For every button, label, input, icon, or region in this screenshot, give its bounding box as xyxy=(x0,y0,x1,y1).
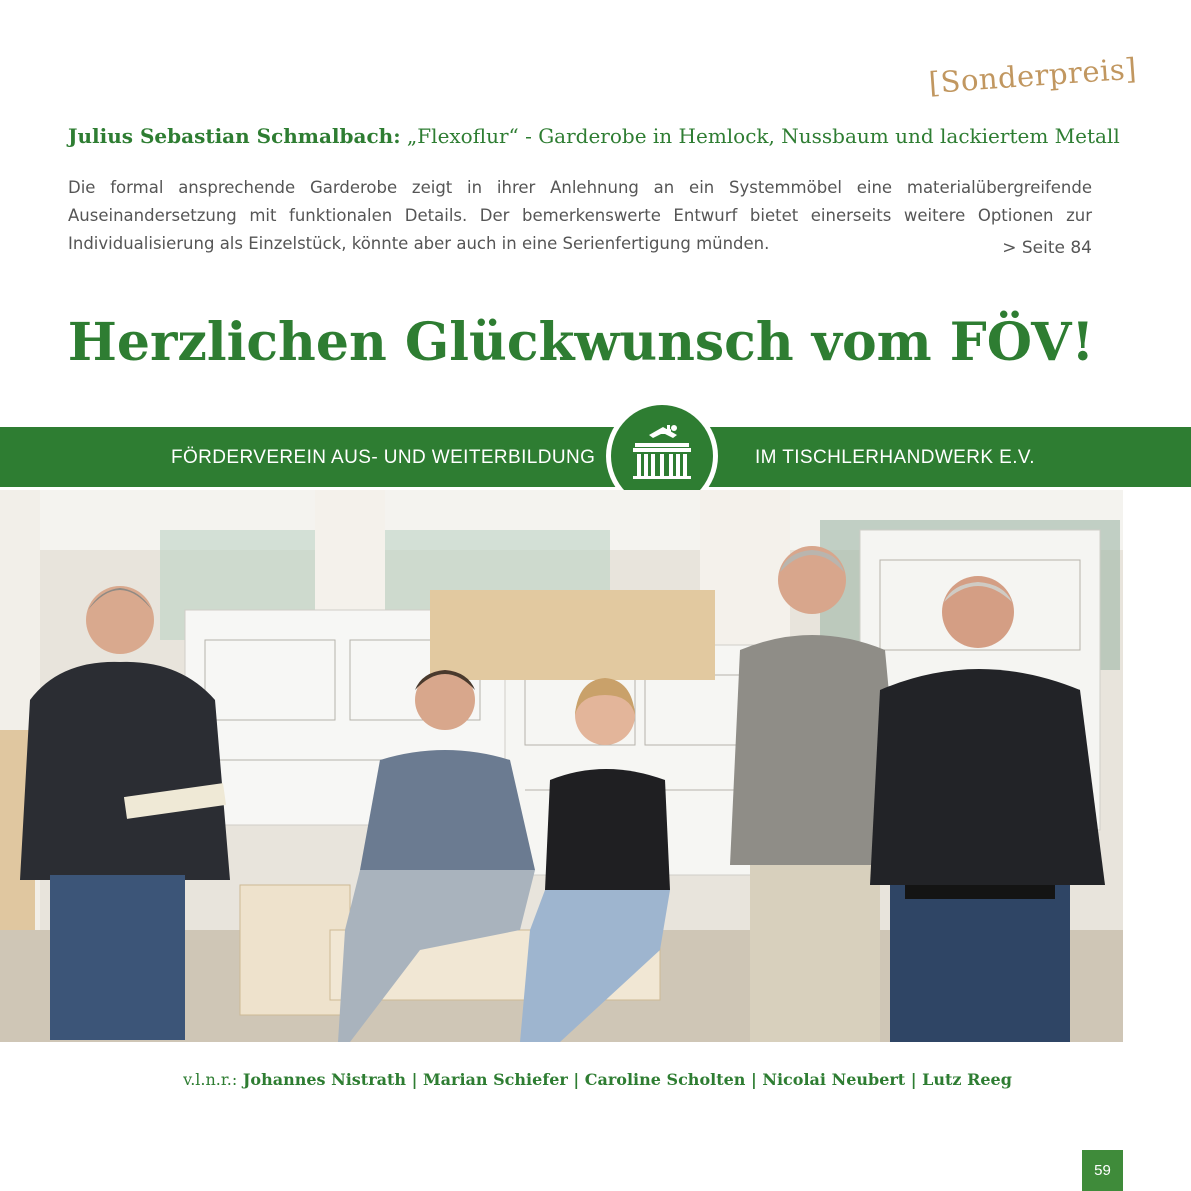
banner-right-text: IM TISCHLERHANDWERK E.V. xyxy=(755,447,1035,468)
caption-label: v.l.n.r.: xyxy=(183,1070,238,1089)
page-reference-link[interactable]: > Seite 84 xyxy=(1002,238,1092,258)
article-body: Die formal ansprechende Garderobe zeigt in ihrer Anlehnung an ein Systemmöbel eine materialübergreifende Auseinandersetzung mit funktionalen Details. Der bemerkenswerte Entwurf bietet einerseits weitere Optionen zur Individualisierung als Einzelstück, könnte aber auch in eine Serienfertigung münden. xyxy=(68,178,1092,253)
article-title: „Flexoflur“ - Garderobe in Hemlock, Nussbaum und lackiertem Metall xyxy=(400,124,1120,148)
page-number: 59 xyxy=(1082,1150,1123,1191)
photo-caption xyxy=(0,1070,1191,1089)
congratulations-headline: Herzlichen Glückwunsch vom FÖV! xyxy=(67,312,1095,373)
author-separator: : xyxy=(393,124,401,148)
award-tag: [Sonderpreis] xyxy=(927,51,1138,100)
author-name: Julius Sebastian Schmalbach xyxy=(68,124,394,148)
group-photo-illustration xyxy=(0,490,1123,1042)
caption-names: Johannes Nistrath | Marian Schiefer | Caroline Scholten | Nicolai Neubert | Lutz Reeg xyxy=(237,1070,1012,1089)
group-photo xyxy=(0,490,1123,1042)
banner-left-text: FÖRDERVEREIN AUS- UND WEITERBILDUNG xyxy=(171,447,596,468)
article-heading xyxy=(68,124,1120,148)
